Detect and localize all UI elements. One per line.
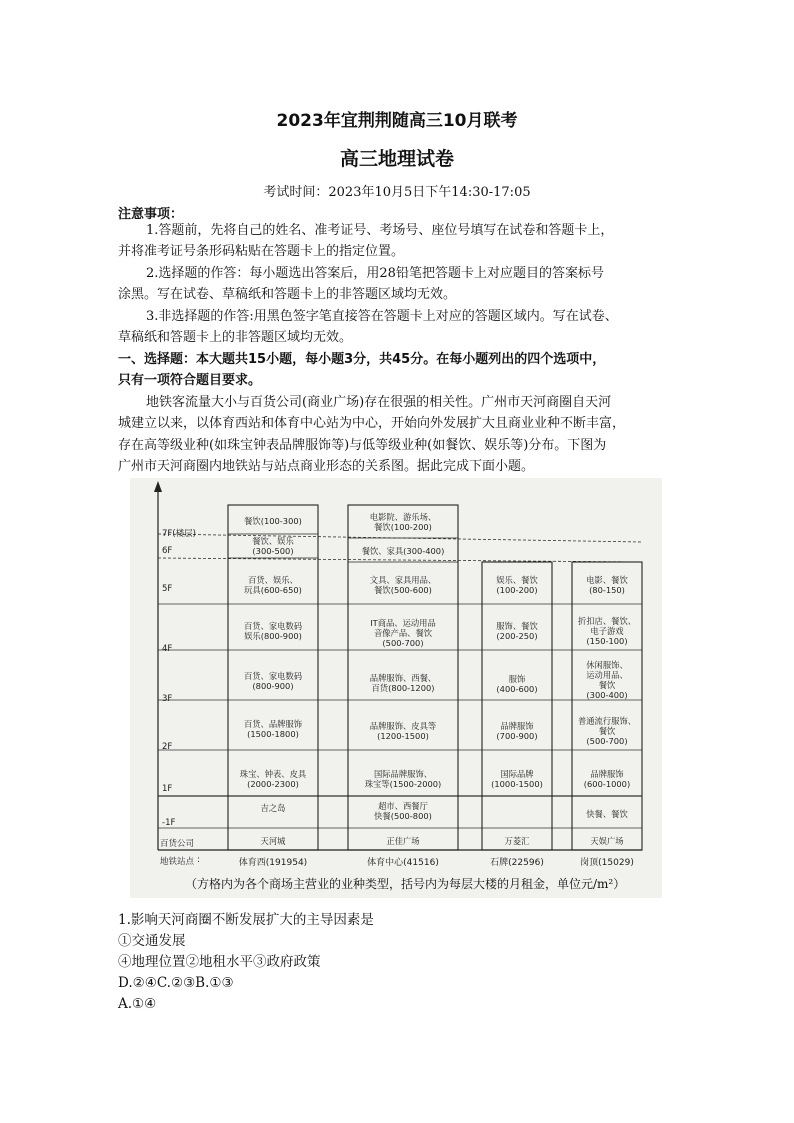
col3-f2: 品牌服饰 (700-900) [496, 721, 538, 741]
notes-heading: 注意事项： [118, 207, 184, 222]
mall-floor-diagram [130, 478, 662, 898]
note-line-4: 涂黑。写在试卷、草稿纸和答题卡上的非答题区域均无效。 [118, 287, 457, 302]
col2-f4: IT商品、运动用品 音像产品、餐饮 (500-700) [370, 618, 436, 648]
col1-f1: 珠宝、钟表、皮具 (2000-2300) [239, 769, 307, 789]
floor-label-station: 地铁站点 [160, 857, 195, 867]
col2-f1: 国际品牌服饰、 珠宝等(1500-2000) [364, 769, 442, 789]
section-heading-line-1: 一、选择题：本大题共15小题，每小题3分，共45分。在每小题列出的四个选项中， [118, 352, 606, 367]
col4-b1: 快餐、餐饮 [586, 809, 628, 819]
col4-f5: 电影、餐饮 (80-150) [586, 575, 628, 595]
question-1-line-c: D.②④C.②③B.①③ [118, 975, 234, 991]
col1-f4: 百货、家电数码 娱乐(800-900) [243, 621, 303, 641]
col2-f2: 品牌服饰、皮具等 (1200-1500) [369, 721, 437, 741]
intro-line-2: 城建立以来，以体育西站和体育中心站为中心，开始向外发展扩大且商业业种不断丰富， [118, 416, 626, 431]
col3-f4: 服饰、餐饮 (200-250) [496, 621, 538, 641]
col2-f5: 文具、家具用品、 餐饮(500-600) [369, 575, 437, 595]
col2-f6: 餐饮、家具(300-400) [361, 546, 445, 556]
col1-b1: 吉之岛 [260, 803, 286, 813]
intro-line-1: 地铁客流量大小与百货公司(商业广场)存在很强的相关性。广州市天河商圈自天河 [146, 395, 612, 410]
col1-f5: 百货、娱乐、 玩具(600-650) [244, 575, 302, 595]
note-line-1: 1.答题前，先将自己的姓名、准考证号、考场号、座位号填写在试卷和答题卡上， [146, 223, 614, 238]
floor-label-3f: 3F [162, 694, 173, 704]
col3-f3: 服饰 (400-600) [496, 674, 538, 694]
col2-f3: 品牌服饰、西餐、 百货(800-1200) [369, 673, 437, 693]
question-1-line-a: ①交通发展 [118, 933, 186, 949]
section-heading-line-2: 只有一项符合题目要求。 [118, 373, 262, 388]
question-1-stem: 1.影响天河商圈不断发展扩大的主导因素是 [118, 912, 374, 928]
paper-subtitle: 高三地理试卷 [339, 148, 454, 170]
col3-store: 万菱汇 [504, 836, 530, 846]
col4-f1: 品牌服饰 (600-1000) [583, 769, 631, 789]
floor-label-5f: 5F [162, 584, 173, 594]
question-1-line-b: ④地理位置②地租水平③政府政策 [118, 954, 321, 970]
note-line-3: 2.选择题的作答：每小题选出答案后，用28铅笔把答题卡上对应题目的答案标号 [146, 266, 604, 281]
col4-station: 岗顶(15029) [580, 858, 634, 868]
floor-label-b1: -1F [162, 818, 176, 828]
question-1-line-d: A.①④ [118, 996, 157, 1012]
col1-f2: 百货、品牌服饰 (1500-1800) [243, 719, 303, 739]
floor-label-store: 百货公司 [160, 839, 195, 849]
col3-f1: 国际品牌 (1000-1500) [491, 769, 543, 789]
intro-line-3: 存在高等级业种(如珠宝钟表品牌服饰等)与低等级业种(如餐饮、娱乐等)分布。下图为 [118, 438, 607, 453]
col2-f7: 电影院、游乐场、 餐饮(100-200) [369, 512, 437, 532]
col4-f4: 折扣店、餐饮、 电子游戏 (150-100) [577, 616, 637, 646]
exam-time: 考试时间：2023年10月5日下午14:30-17:05 [263, 185, 531, 200]
col1-f6: 餐饮、娱乐 (300-500) [252, 536, 294, 556]
col4-f3: 休闲服饰、 运动用品、 餐饮 (300-400) [586, 660, 628, 700]
note-line-5: 3.非选择题的作答:用黑色签字笔直接答在答题卡上对应的答题区域内。写在试卷、 [146, 309, 618, 324]
floor-label-7f: 7F(楼层) [162, 529, 196, 539]
figure-caption: （方格内为各个商场主营业的业种类型，括号内为每层大楼的月租金，单位元/m²） [185, 877, 626, 891]
col3-station: 石牌(22596) [490, 858, 544, 868]
floor-label-1f: 1F [162, 784, 173, 794]
colon-mark: : [197, 855, 200, 865]
col4-f2: 普通流行服饰、 餐饮 (500-700) [577, 716, 637, 746]
col2-b1: 超市、西餐厅 快餐(500-800) [374, 801, 432, 821]
note-line-6: 草稿纸和答题卡上的非答题区域均无效。 [118, 330, 353, 345]
floor-label-6f: 6F [162, 546, 173, 556]
floor-label-2f: 2F [162, 742, 173, 752]
col1-station: 体育西(191954) [238, 858, 308, 868]
intro-line-4: 广州市天河商圈内地铁站与站点商业形态的关系图。据此完成下面小题。 [118, 459, 535, 474]
col4-store: 天娱广场 [590, 836, 624, 846]
col1-store: 天河城 [260, 836, 286, 846]
note-line-2: 并将准考证号条形码粘贴在答题卡上的指定位置。 [118, 244, 405, 259]
col3-f5: 娱乐、餐饮 (100-200) [496, 575, 538, 595]
col2-store: 正佳广场 [386, 836, 420, 846]
exam-title: 2023年宜荆荆随高三10月联考 [276, 111, 518, 131]
floor-label-4f: 4F [162, 644, 173, 654]
col2-station: 体育中心(41516) [367, 858, 439, 868]
col1-f3: 百货、家电数码 (800-900) [243, 671, 303, 691]
col1-f7: 餐饮(100-300) [244, 516, 302, 526]
